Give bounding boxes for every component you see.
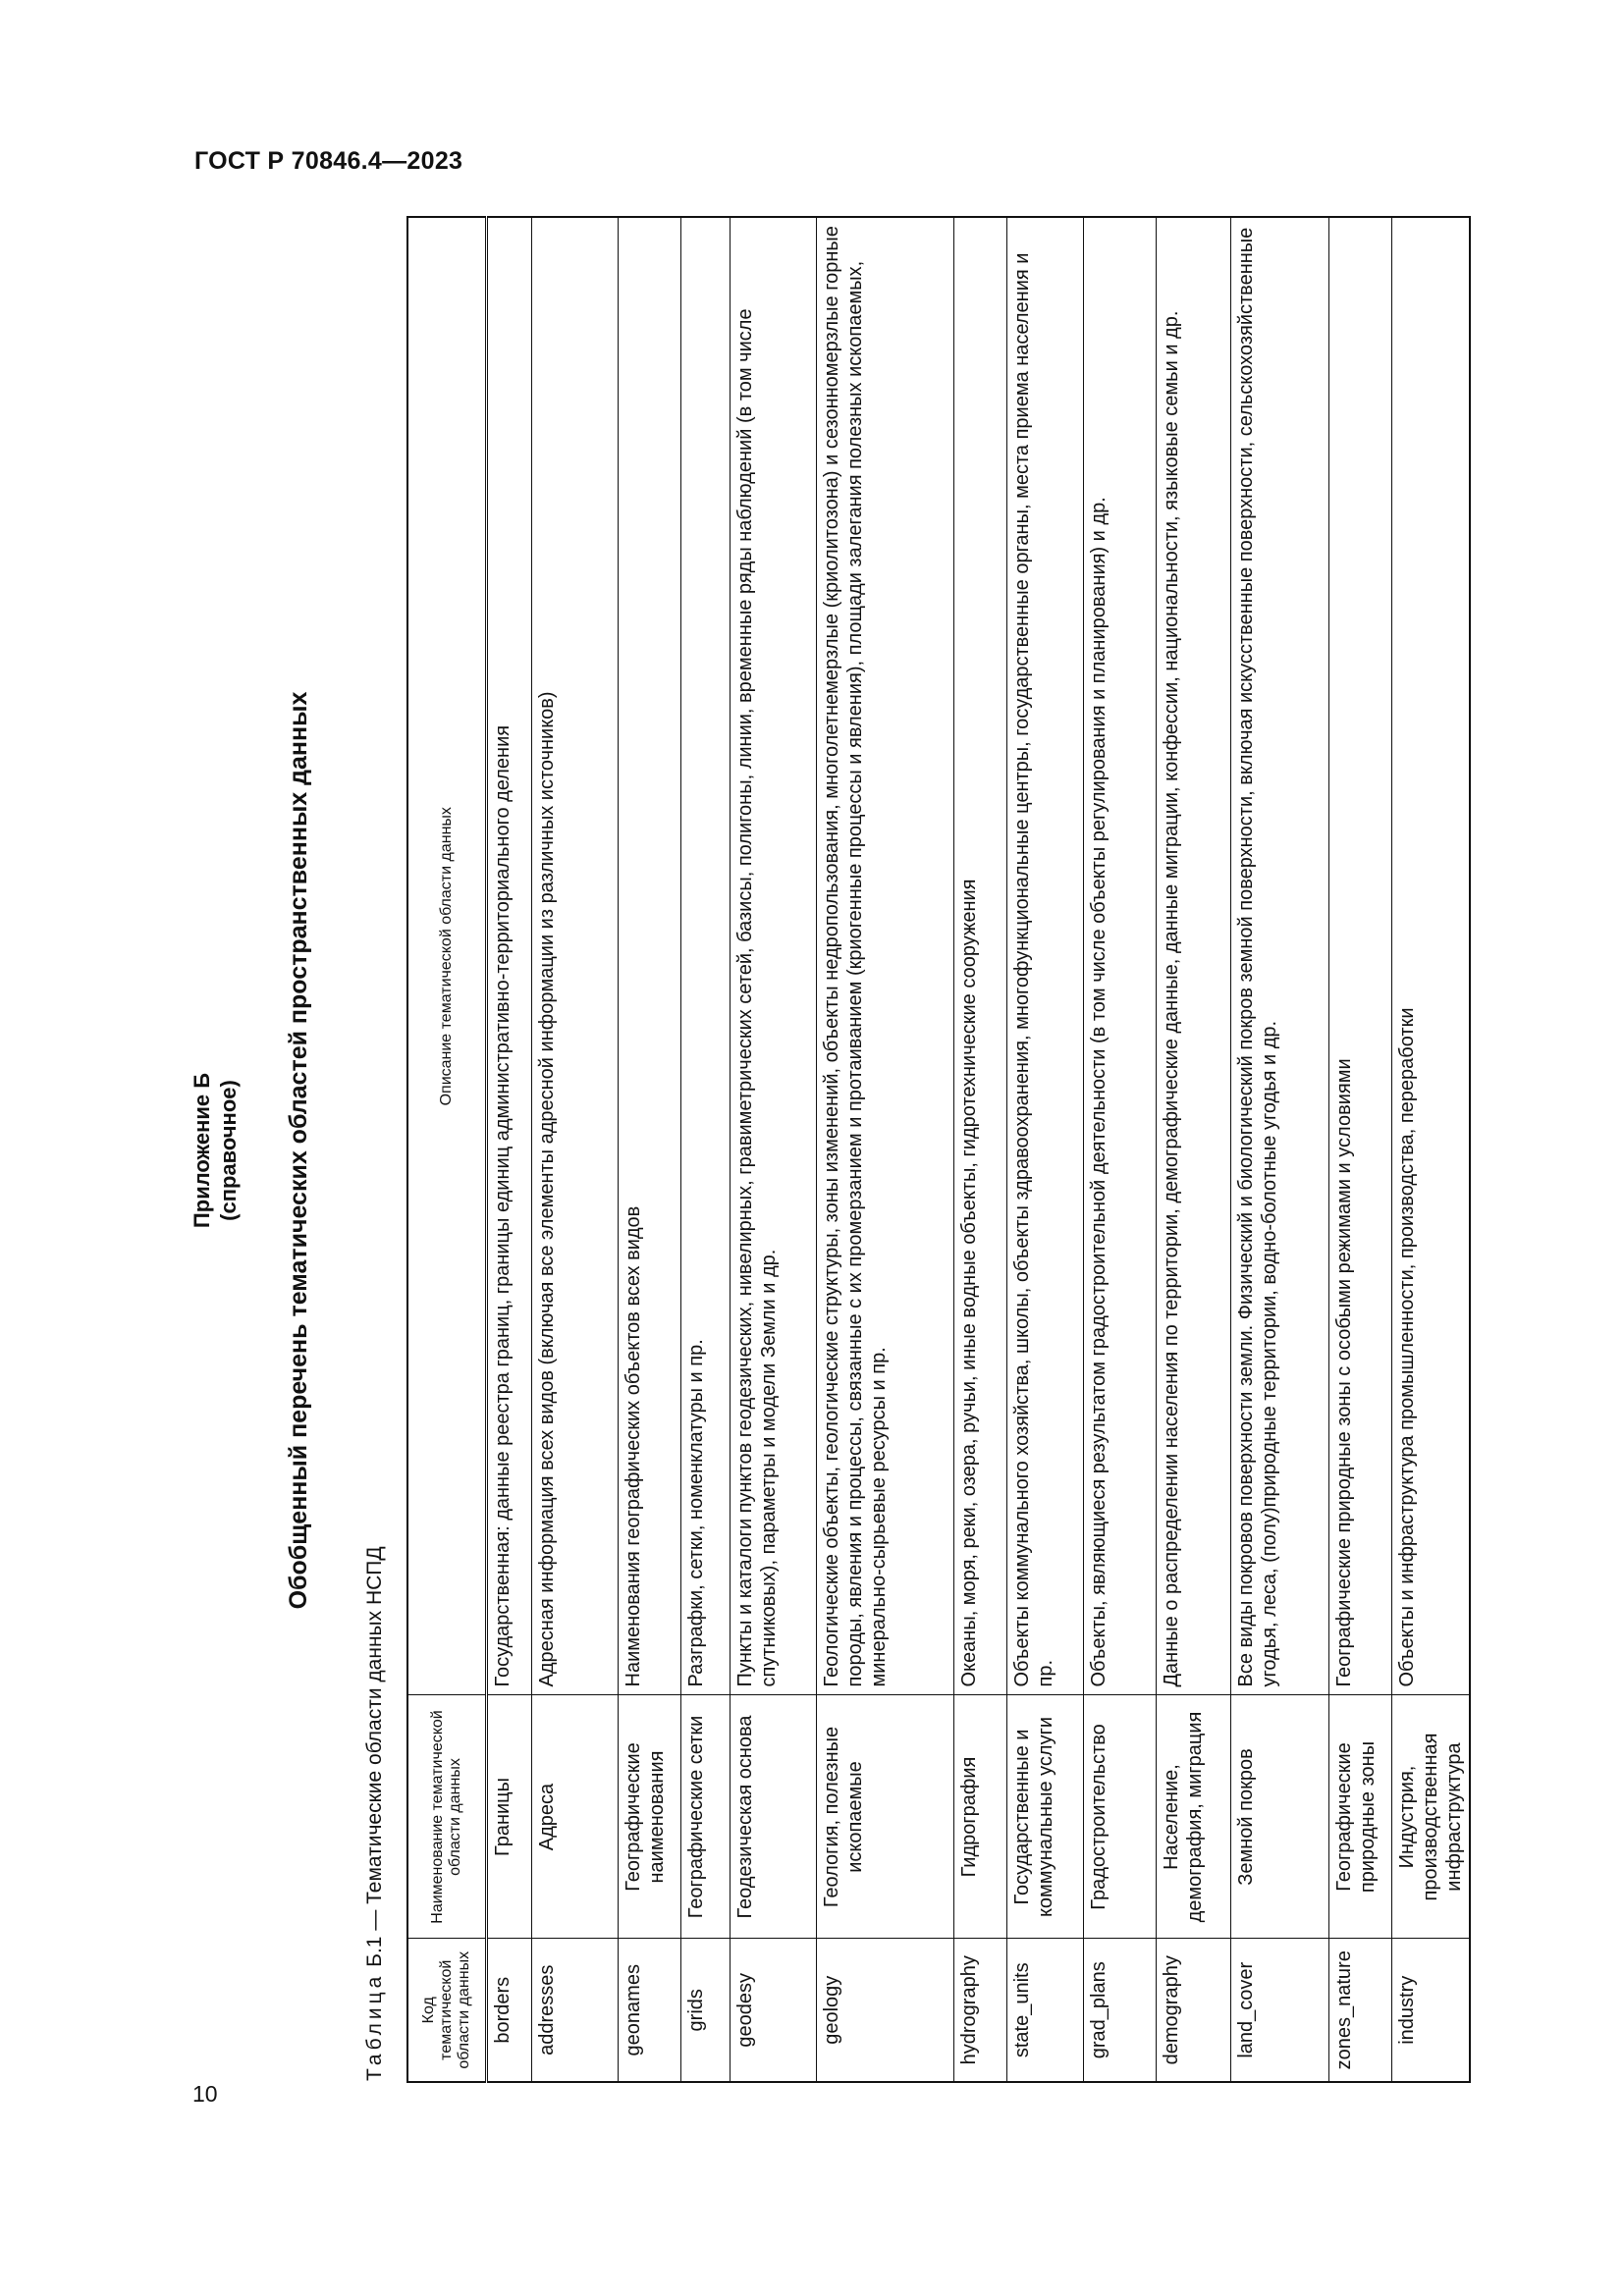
theme-description-cell: Данные о распределении населения по территории, демографические данные, данные миграции, конфессии, национальности, языковые семьи и др. xyxy=(1157,217,1231,1695)
table-caption-text: Б.1 — Тематические области данных НСПД xyxy=(363,1546,386,1967)
theme-code-cell: grids xyxy=(681,1939,731,2082)
rotated-content xyxy=(189,218,1524,2083)
theme-name-cell: Географические природные зоны xyxy=(1329,1695,1392,1939)
theme-code-cell: land_cover xyxy=(1231,1939,1329,2082)
table-caption xyxy=(363,1546,387,2081)
table-row xyxy=(532,217,619,2082)
theme-name-cell: Население, демография, миграция xyxy=(1157,1695,1231,1939)
column-header-name: Наименование тематической области данных xyxy=(407,1695,487,1939)
annex-block xyxy=(189,218,242,2083)
table-row xyxy=(1084,217,1157,2082)
themes-table xyxy=(406,216,1471,2083)
theme-name-cell: Градостроительство xyxy=(1084,1695,1157,1939)
theme-code-cell: geodesy xyxy=(731,1939,817,2082)
table-header-row xyxy=(407,217,487,2082)
table-row xyxy=(731,217,817,2082)
theme-description-cell: Геологические объекты, геологические структуры, зоны изменений, объекты недропользования, многолетнемерзлые (криолитозона) и сезонномерзлые горные породы, явления и процессы, связанные с их промерзанием и протаиванием (криогенные процессы и явления), площади залегания полезных ископаемых, минерально-сырьевые ресурсы и пр. xyxy=(817,217,954,1695)
theme-code-cell: zones_nature xyxy=(1329,1939,1392,2082)
theme-name-cell: Адреса xyxy=(532,1695,619,1939)
annex-title: Приложение Б xyxy=(189,1072,214,1229)
theme-description-cell: Разграфки, сетки, номенклатуры и пр. xyxy=(681,217,731,1695)
theme-code-cell: borders xyxy=(487,1939,532,2082)
table-row xyxy=(487,217,532,2082)
theme-name-cell: Геодезическая основа xyxy=(731,1695,817,1939)
theme-code-cell: grad_plans xyxy=(1084,1939,1157,2082)
theme-description-cell: Государственная: данные реестра границ, границы единиц административно-территориального деления xyxy=(487,217,532,1695)
theme-name-cell: Географические наименования xyxy=(619,1695,681,1939)
annex-heading: Обобщенный перечень тематических областей пространственных данных xyxy=(285,691,312,1610)
theme-code-cell: addresses xyxy=(532,1939,619,2082)
theme-name-cell: Географические сетки xyxy=(681,1695,731,1939)
table-row xyxy=(1157,217,1231,2082)
table-row xyxy=(1329,217,1392,2082)
theme-code-cell: hydrography xyxy=(954,1939,1007,2082)
annex-status: (справочное) xyxy=(216,1080,241,1221)
page-number: 10 xyxy=(192,2081,218,2107)
theme-description-cell: Все виды покровов поверхности земли. Физический и биологический покров земной поверхности, включая искусственные поверхности, сельскохозяйственные угодья, леса, (полу)природные территории, водно-болотные угодья и др. xyxy=(1231,217,1329,1695)
document-header: ГОСТ Р 70846.4—2023 xyxy=(194,147,463,175)
theme-code-cell: industry xyxy=(1392,1939,1471,2082)
table-row xyxy=(1231,217,1329,2082)
theme-description-cell: Объекты и инфраструктура промышленности, производства, переработки xyxy=(1392,217,1471,1695)
theme-name-cell: Земной покров xyxy=(1231,1695,1329,1939)
theme-code-cell: demography xyxy=(1157,1939,1231,2082)
table-body xyxy=(487,217,1471,2082)
theme-name-cell: Индустрия, производственная инфраструктура xyxy=(1392,1695,1471,1939)
table-row xyxy=(681,217,731,2082)
theme-description-cell: Объекты коммунального хозяйства, школы, объекты здравоохранения, многофункциональные центры, государственные органы, места приема населения и пр. xyxy=(1007,217,1084,1695)
table-row xyxy=(1007,217,1084,2082)
theme-name-cell: Государственные и коммунальные услуги xyxy=(1007,1695,1084,1939)
theme-description-cell: Географические природные зоны с особыми режимами и условиями xyxy=(1329,217,1392,1695)
theme-name-cell: Границы xyxy=(487,1695,532,1939)
table-caption-label: Таблица xyxy=(363,1972,386,2081)
theme-name-cell: Гидрография xyxy=(954,1695,1007,1939)
theme-code-cell: geology xyxy=(817,1939,954,2082)
table-row xyxy=(954,217,1007,2082)
theme-code-cell: state_units xyxy=(1007,1939,1084,2082)
theme-description-cell: Пункты и каталоги пунктов геодезических, нивелирных, гравиметрических сетей, базисы, полигоны, линии, временные ряды наблюдений (в том числе спутниковых), параметры и модели Земли и др. xyxy=(731,217,817,1695)
theme-description-cell: Адресная информация всех видов (включая все элементы адресной информации из различных источников) xyxy=(532,217,619,1695)
theme-description-cell: Наименования географических объектов всех видов xyxy=(619,217,681,1695)
theme-code-cell: geonames xyxy=(619,1939,681,2082)
column-header-description: Описание тематической области данных xyxy=(407,217,487,1695)
table-row xyxy=(1392,217,1471,2082)
theme-name-cell: Геология, полезные ископаемые xyxy=(817,1695,954,1939)
table-row xyxy=(619,217,681,2082)
column-header-code: Код тематической области данных xyxy=(407,1939,487,2082)
theme-description-cell: Объекты, являющиеся результатом градостроительной деятельности (в том числе объекты регулирования и планирования) и др. xyxy=(1084,217,1157,1695)
theme-description-cell: Океаны, моря, реки, озера, ручьи, иные водные объекты, гидротехнические сооружения xyxy=(954,217,1007,1695)
table-row xyxy=(817,217,954,2082)
